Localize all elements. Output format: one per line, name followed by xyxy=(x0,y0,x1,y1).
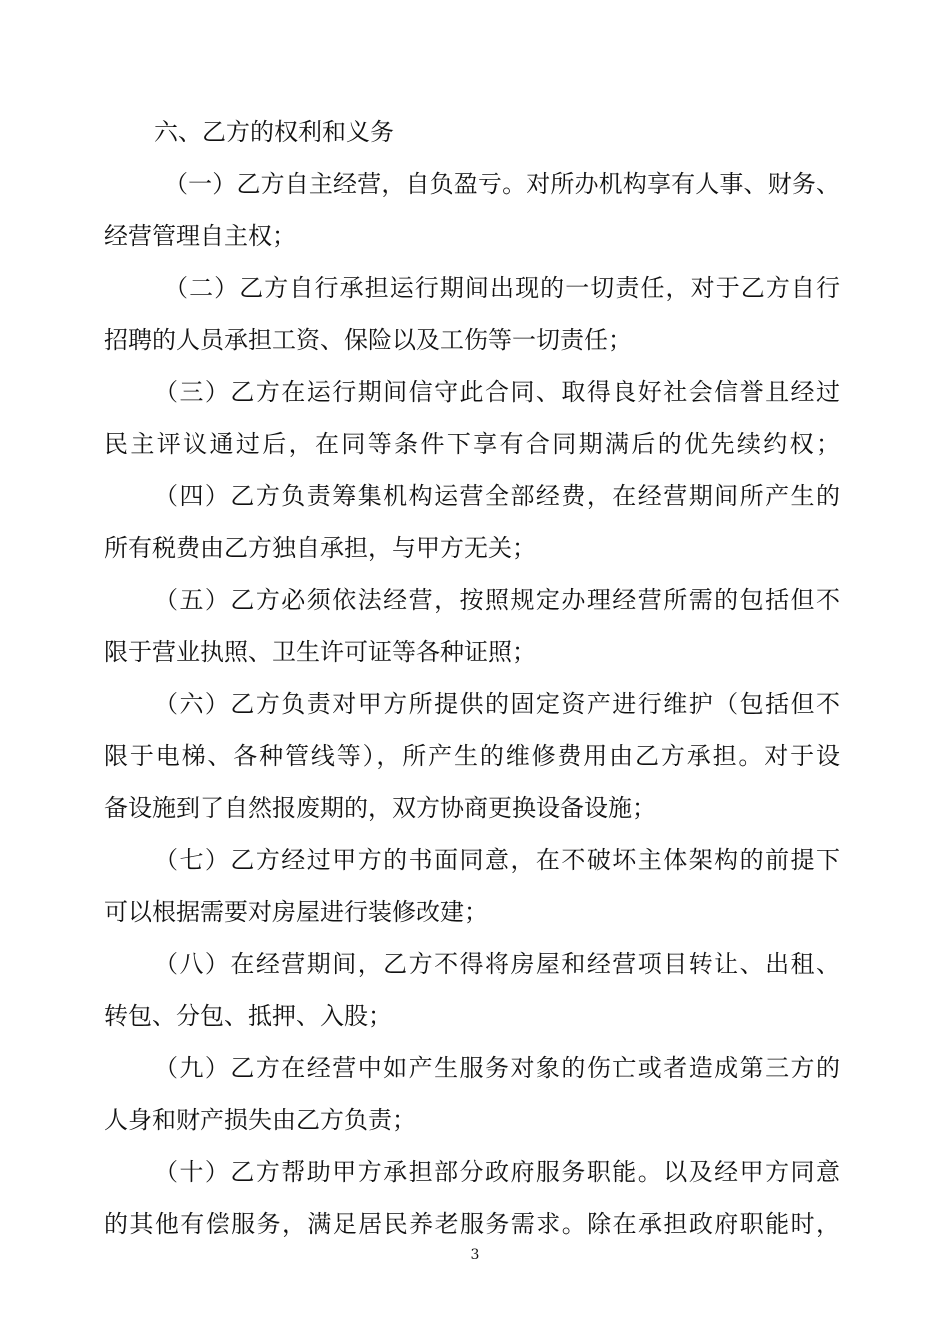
paragraph-8-line-1: （八）在经营期间，乙方不得将房屋和经营项目转让、出租、 xyxy=(154,950,840,978)
paragraph-4-line-1: （四）乙方负责筹集机构运营全部经费，在经营期间所产生的 xyxy=(154,482,840,510)
paragraph-5-line-2: 限于营业执照、卫生许可证等各种证照； xyxy=(104,638,536,666)
paragraph-6-line-2: 限于电梯、各种管线等），所产生的维修费用由乙方承担。对于设 xyxy=(104,742,840,770)
paragraph-7-line-2: 可以根据需要对房屋进行装修改建； xyxy=(104,898,488,926)
paragraph-2-line-2: 招聘的人员承担工资、保险以及工伤等一切责任； xyxy=(104,326,632,354)
document-body xyxy=(104,106,840,1250)
paragraph-8-line-2: 转包、分包、抵押、入股； xyxy=(104,1002,392,1030)
paragraph-10-line-1: （十）乙方帮助甲方承担部分政府服务职能。以及经甲方同意 xyxy=(154,1158,840,1186)
section-heading: 六、乙方的权利和义务 xyxy=(154,118,394,146)
paragraph-3-line-1: （三）乙方在运行期间信守此合同、取得良好社会信誉且经过 xyxy=(154,378,840,406)
paragraph-6-line-1: （六）乙方负责对甲方所提供的固定资产进行维护（包括但不 xyxy=(154,690,840,718)
paragraph-1-line-2: 经营管理自主权； xyxy=(104,222,296,250)
paragraph-2-line-1: （二）乙方自行承担运行期间出现的一切责任，对于乙方自行 xyxy=(164,274,840,302)
paragraph-5-line-1: （五）乙方必须依法经营，按照规定办理经营所需的包括但不 xyxy=(154,586,840,614)
paragraph-6-line-3: 备设施到了自然报废期的，双方协商更换设备设施； xyxy=(104,794,656,822)
page-number: 3 xyxy=(470,1247,480,1263)
paragraph-4-line-2: 所有税费由乙方独自承担，与甲方无关； xyxy=(104,534,536,562)
paragraph-7-line-1: （七）乙方经过甲方的书面同意，在不破坏主体架构的前提下 xyxy=(154,846,840,874)
paragraph-1-line-1: （一）乙方自主经营，自负盈亏。对所办机构享有人事、财务、 xyxy=(164,170,840,198)
paragraph-10-line-2: 的其他有偿服务，满足居民养老服务需求。除在承担政府职能时， xyxy=(104,1210,840,1238)
paragraph-9-line-1: （九）乙方在经营中如产生服务对象的伤亡或者造成第三方的 xyxy=(154,1054,840,1082)
paragraph-3-line-2: 民主评议通过后，在同等条件下享有合同期满后的优先续约权； xyxy=(104,430,840,458)
paragraph-9-line-2: 人身和财产损失由乙方负责； xyxy=(104,1106,416,1134)
